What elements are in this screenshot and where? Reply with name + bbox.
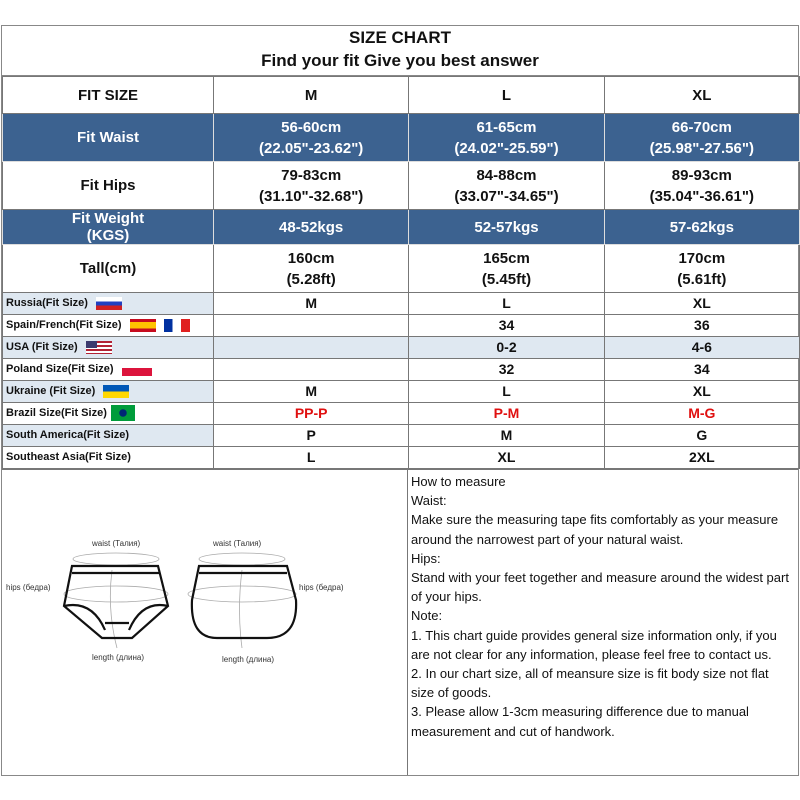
southeast-asia-row bbox=[3, 447, 800, 469]
spain-france-row bbox=[3, 315, 800, 337]
spain-flag-icon bbox=[130, 319, 156, 332]
waist-row bbox=[3, 114, 800, 162]
cell: 34 bbox=[604, 359, 799, 381]
usa-flag-icon bbox=[86, 341, 112, 354]
france-flag-icon bbox=[164, 319, 190, 332]
length-label: length (длина) bbox=[222, 655, 275, 664]
row-label bbox=[3, 337, 214, 359]
cell-ft: (5.61ft) bbox=[677, 270, 727, 288]
cell bbox=[214, 245, 409, 293]
cell-cm: 165cm bbox=[483, 249, 530, 267]
row-label: Southeast Asia(Fit Size) bbox=[3, 447, 214, 469]
cell: M bbox=[409, 425, 604, 447]
cell: M-G bbox=[604, 403, 799, 425]
cell: 34 bbox=[409, 315, 604, 337]
underwear-diagram-icon bbox=[2, 470, 408, 776]
how-to-measure bbox=[408, 470, 798, 775]
weight-label: Fit Weight bbox=[71, 210, 145, 227]
cell-in: (25.98"-27.56") bbox=[649, 139, 754, 157]
hips-label: hips (бедра) bbox=[299, 583, 344, 592]
header-cell: XL bbox=[604, 77, 799, 114]
cell: M bbox=[214, 293, 409, 315]
cell bbox=[604, 162, 799, 210]
cell: P bbox=[214, 425, 409, 447]
south-america-row bbox=[3, 425, 800, 447]
note-3: 3. Please allow 1-3cm measuring difference due to manual measurement and cut of handwork. bbox=[411, 704, 749, 739]
header-row bbox=[3, 77, 800, 114]
cell-cm: 56-60cm bbox=[281, 118, 342, 136]
cell: 52-57kgs bbox=[409, 210, 604, 245]
cell-cm: 84-88cm bbox=[476, 166, 537, 184]
cell: XL bbox=[604, 381, 799, 403]
label-text: Ukraine (Fit Size) bbox=[6, 385, 96, 397]
note-1: 1. This chart guide provides general size information only, if you are not clear for any information, please feel free to contact us. bbox=[411, 627, 777, 662]
label-text: Spain/French(Fit Size) bbox=[6, 319, 122, 331]
cell-cm: 170cm bbox=[678, 249, 726, 267]
label-text: Russia(Fit Size) bbox=[6, 297, 88, 309]
ukraine-row bbox=[3, 381, 800, 403]
weight-unit: (KGS) bbox=[86, 227, 130, 244]
cell: M bbox=[214, 381, 409, 403]
hips-label: hips (бедра) bbox=[6, 583, 51, 592]
header-cell: M bbox=[214, 77, 409, 114]
row-label: Fit Hips bbox=[3, 162, 214, 210]
row-label: South America(Fit Size) bbox=[3, 425, 214, 447]
cell: 36 bbox=[604, 315, 799, 337]
cell bbox=[604, 245, 799, 293]
cell bbox=[214, 162, 409, 210]
row-label: Tall(cm) bbox=[3, 245, 214, 293]
weight-row bbox=[3, 210, 800, 245]
length-label: length (длина) bbox=[92, 653, 145, 662]
cell-cm: 89-93cm bbox=[671, 166, 732, 184]
size-table bbox=[2, 76, 800, 469]
row-label bbox=[3, 293, 214, 315]
cell bbox=[409, 245, 604, 293]
hips-heading: Hips: bbox=[411, 550, 441, 566]
cell: 48-52kgs bbox=[214, 210, 409, 245]
cell bbox=[409, 162, 604, 210]
hips-instructions: Stand with your feet together and measure around the widest part of your hips. bbox=[411, 570, 789, 605]
cell-in: (35.04"-36.61") bbox=[649, 187, 754, 205]
cell: L bbox=[409, 293, 604, 315]
waist-heading: Waist: bbox=[411, 493, 447, 509]
size-chart bbox=[1, 25, 799, 776]
cell bbox=[214, 359, 409, 381]
cell: 2XL bbox=[604, 447, 799, 469]
cell: 4-6 bbox=[604, 337, 799, 359]
poland-flag-icon bbox=[122, 363, 152, 376]
poland-row bbox=[3, 359, 800, 381]
ukraine-flag-icon bbox=[103, 385, 129, 398]
cell: L bbox=[409, 381, 604, 403]
cell-in: (22.05"-23.62") bbox=[259, 139, 364, 157]
cell: XL bbox=[409, 447, 604, 469]
tall-row bbox=[3, 245, 800, 293]
cell: L bbox=[214, 447, 409, 469]
cell: 57-62kgs bbox=[604, 210, 799, 245]
row-label bbox=[3, 381, 214, 403]
cell-in: (31.10"-32.68") bbox=[259, 187, 364, 205]
label-text: USA (Fit Size) bbox=[6, 341, 78, 353]
cell bbox=[214, 337, 409, 359]
cell: 32 bbox=[409, 359, 604, 381]
russia-row bbox=[3, 293, 800, 315]
title: SIZE CHART bbox=[349, 28, 451, 47]
cell: 0-2 bbox=[409, 337, 604, 359]
howto-heading: How to measure bbox=[411, 474, 506, 489]
cell-cm: 66-70cm bbox=[671, 118, 732, 136]
note-2: 2. In our chart size, all of meansure size is fit body size not flat size of goods. bbox=[411, 666, 769, 701]
cell bbox=[214, 315, 409, 337]
cell: P-M bbox=[409, 403, 604, 425]
hips-row bbox=[3, 162, 800, 210]
cell-in: (33.07"-34.65") bbox=[454, 187, 559, 205]
waist-label: waist (Талия) bbox=[213, 539, 262, 548]
measure-diagram bbox=[2, 470, 408, 775]
cell-in: (24.02"-25.59") bbox=[454, 139, 559, 157]
row-label bbox=[3, 403, 214, 425]
row-label bbox=[3, 359, 214, 381]
cell bbox=[604, 114, 799, 162]
subtitle: Find your fit Give you best answer bbox=[261, 51, 539, 70]
note-heading: Note: bbox=[411, 608, 443, 624]
header-cell: FIT SIZE bbox=[3, 77, 214, 114]
measure-section bbox=[2, 469, 798, 775]
label-text: Brazil Size(Fit Size) bbox=[6, 407, 107, 419]
cell: G bbox=[604, 425, 799, 447]
cell bbox=[409, 114, 604, 162]
usa-row bbox=[3, 337, 800, 359]
chart-title bbox=[2, 26, 798, 76]
cell: PP-P bbox=[214, 403, 409, 425]
cell-cm: 61-65cm bbox=[476, 118, 537, 136]
waist-label: waist (Талия) bbox=[92, 539, 141, 548]
header-cell: L bbox=[409, 77, 604, 114]
row-label bbox=[3, 315, 214, 337]
cell-ft: (5.45ft) bbox=[481, 270, 532, 288]
row-label bbox=[3, 210, 214, 245]
row-label: Fit Waist bbox=[3, 114, 214, 162]
brazil-flag-icon bbox=[111, 405, 135, 421]
label-text: Poland Size(Fit Size) bbox=[6, 363, 114, 375]
cell: XL bbox=[604, 293, 799, 315]
russia-flag-icon bbox=[96, 297, 122, 310]
brazil-row bbox=[3, 403, 800, 425]
cell-cm: 79-83cm bbox=[281, 166, 342, 184]
cell-cm: 160cm bbox=[287, 249, 335, 267]
cell-ft: (5.28ft) bbox=[286, 270, 336, 288]
waist-instructions: Make sure the measuring tape fits comfortably as your measure around the narrowest part of your natural waist. bbox=[411, 512, 779, 547]
cell bbox=[214, 114, 409, 162]
